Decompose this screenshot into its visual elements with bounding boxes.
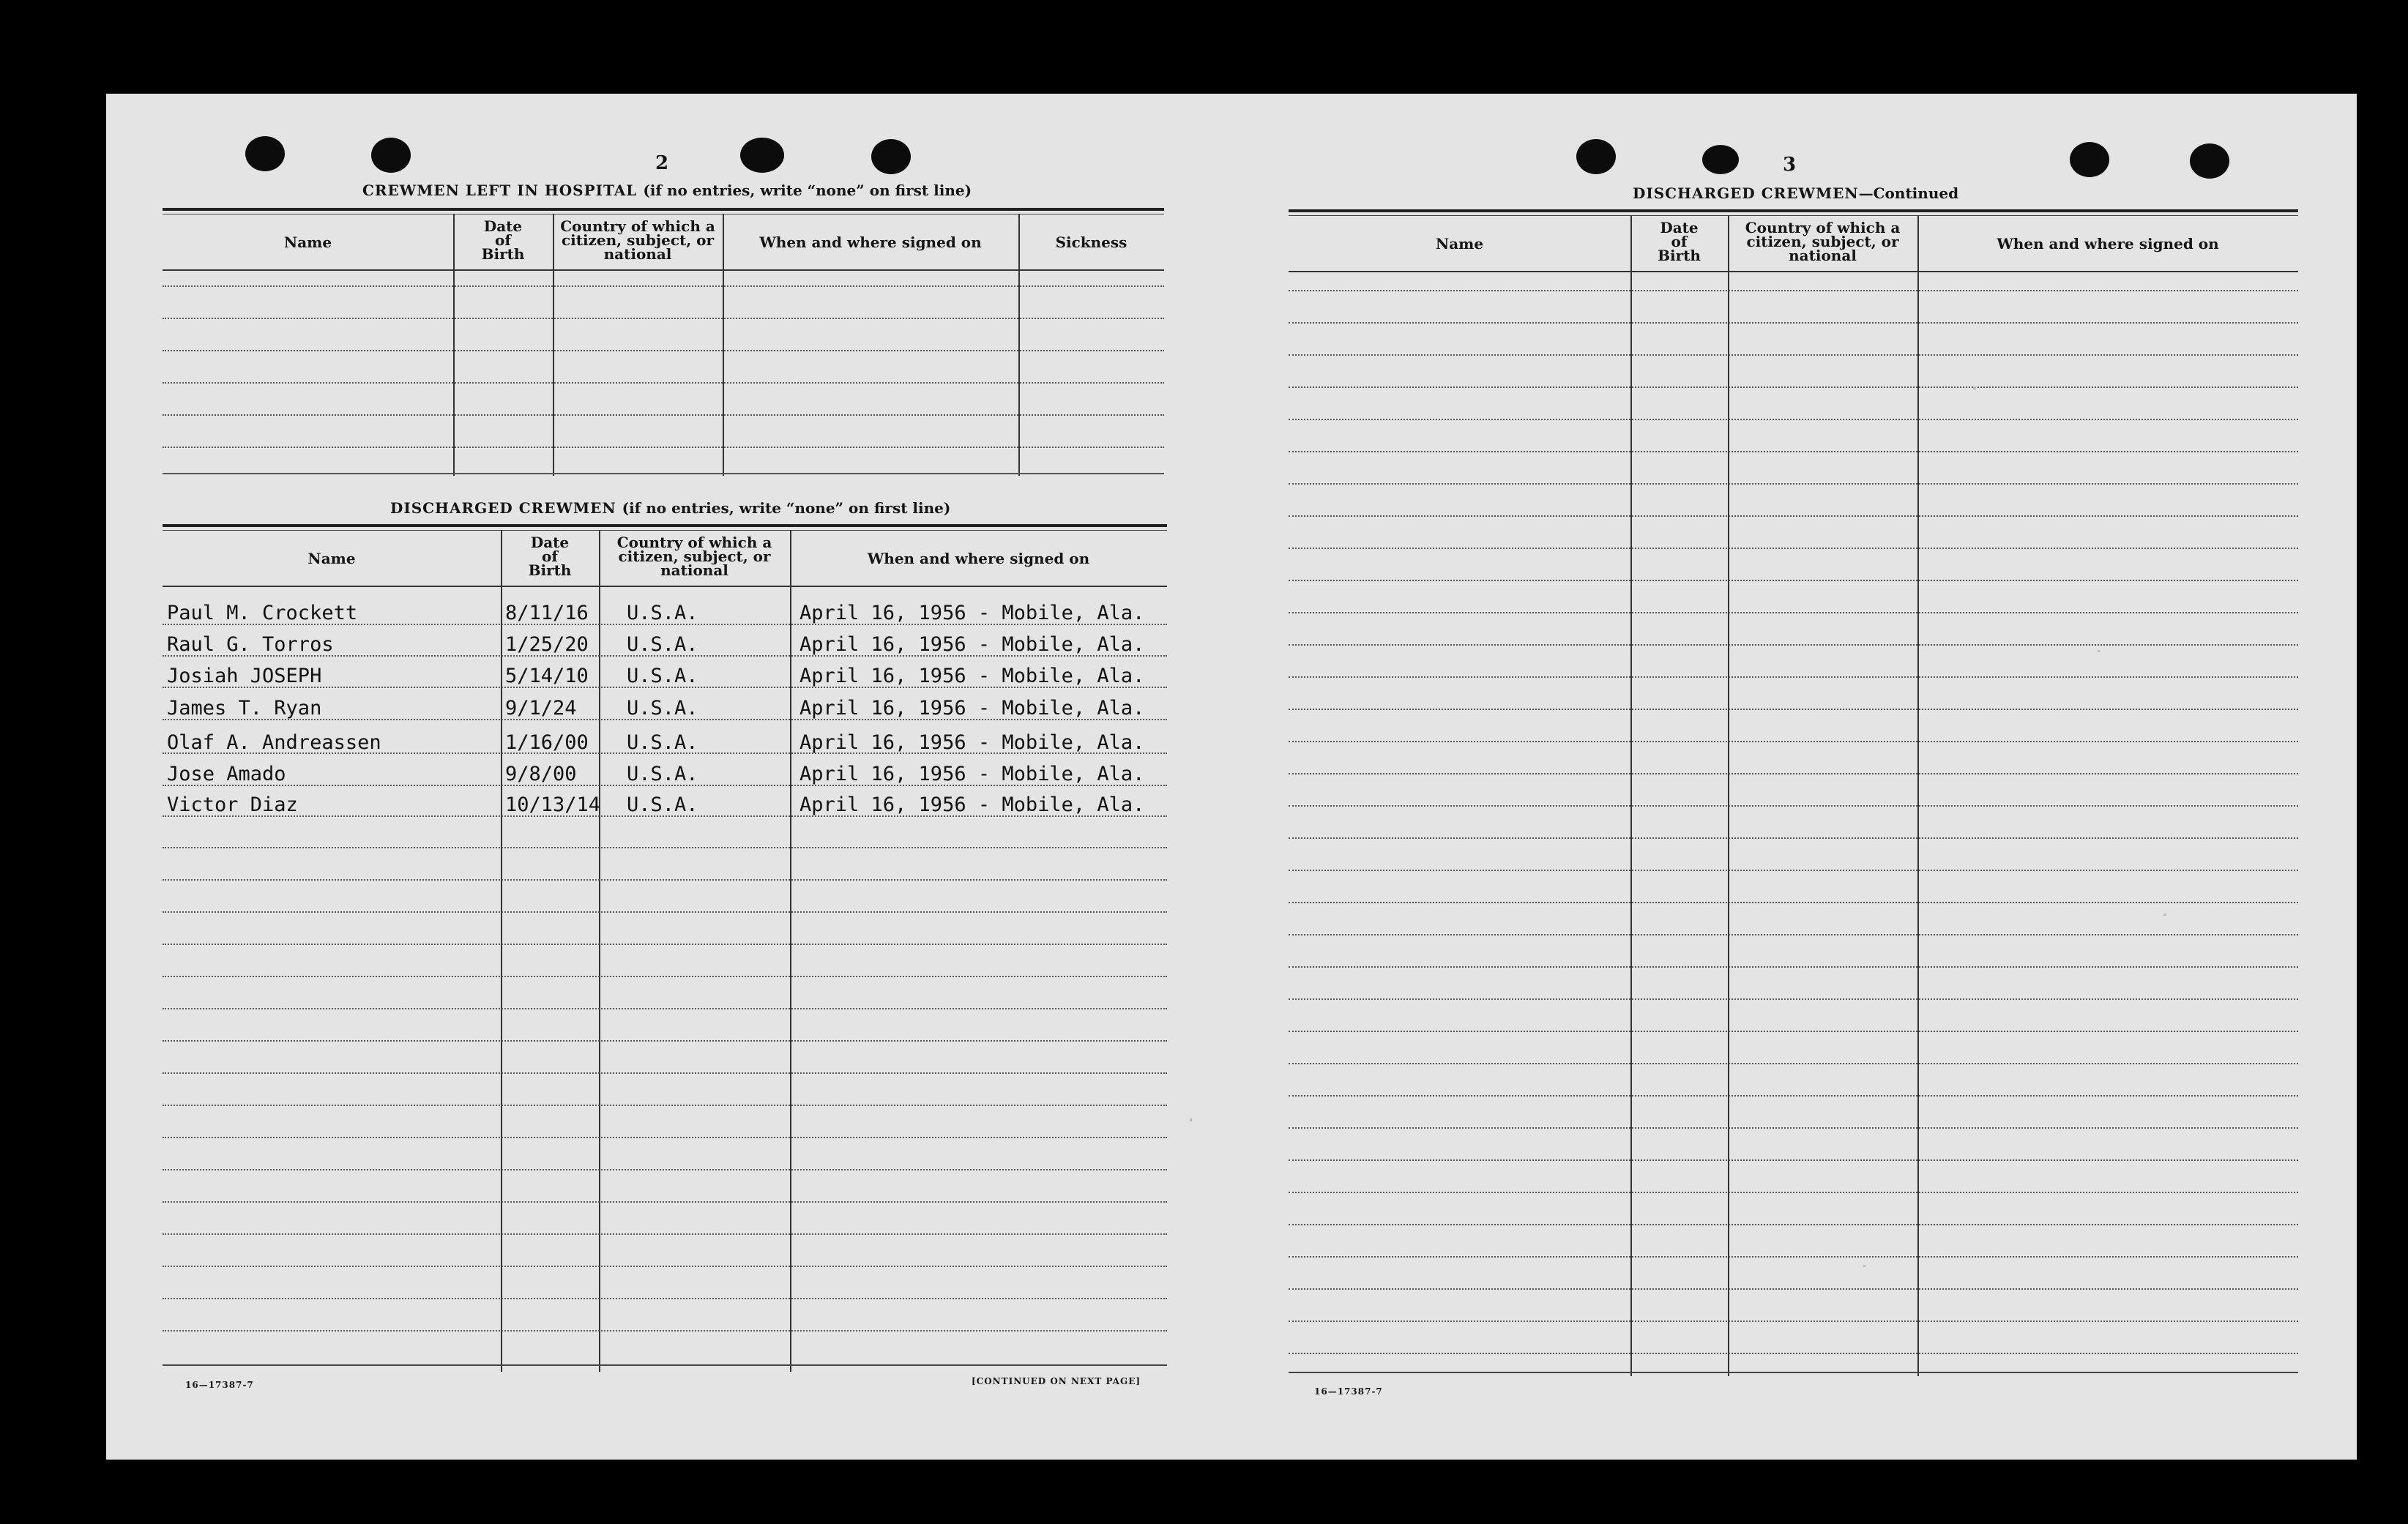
crew-country: U.S.A. <box>627 697 698 720</box>
continued-note: [CONTINUED ON NEXT PAGE] <box>972 1376 1141 1386</box>
punch-hole-2 <box>371 138 411 173</box>
hospital-blank-row <box>163 285 1164 287</box>
hospital-blank-row <box>163 350 1164 351</box>
hospital-blank-row <box>163 382 1164 384</box>
crew-signed: April 16, 1956 - Mobile, Ala. <box>799 633 1145 656</box>
crew-signed: April 16, 1956 - Mobile, Ala. <box>799 665 1145 687</box>
hospital-blank-row <box>163 473 1164 474</box>
right-title-text: DISCHARGED CREWMEN <box>1633 184 1859 202</box>
crew-name: Olaf A. Andreassen <box>167 731 381 754</box>
crew-dob: 9/8/00 <box>505 763 577 785</box>
hospital-header-sickness: Sickness <box>1055 234 1127 251</box>
discharged-section-title <box>390 499 950 517</box>
crew-dob: 1/16/00 <box>505 731 589 754</box>
hospital-blank-row <box>163 318 1164 319</box>
punch-hole-3 <box>740 138 784 173</box>
discharged-continued-table <box>1289 209 2298 1378</box>
manifest-sheet <box>106 94 2357 1460</box>
hospital-section-title <box>362 182 972 199</box>
punch-hole-6 <box>1702 145 1739 174</box>
hospital-header-country: Country of which a citizen, subject, or national <box>560 217 715 263</box>
crew-signed: April 16, 1956 - Mobile, Ala. <box>799 602 1145 624</box>
crew-dob: 8/11/16 <box>505 602 589 624</box>
right-header-signed: When and where signed on <box>1997 235 2219 253</box>
crew-signed: April 16, 1956 - Mobile, Ala. <box>799 793 1145 816</box>
crew-country: U.S.A. <box>627 731 698 754</box>
crew-dob: 1/25/20 <box>505 633 589 656</box>
discharged-title-note: (if no entries, write “none” on first line) <box>622 499 951 517</box>
crew-country: U.S.A. <box>627 602 698 624</box>
crew-name: James T. Ryan <box>167 697 322 720</box>
discharged-header-dob: Date of Birth <box>528 534 572 579</box>
hospital-header-name: Name <box>283 234 332 251</box>
punch-hole-5 <box>1576 139 1616 174</box>
discharged-title-text: DISCHARGED CREWMEN <box>390 499 616 517</box>
right-form-number: 16—17387-7 <box>1314 1386 1383 1397</box>
crew-name: Paul M. Crockett <box>167 602 358 624</box>
left-page-number: 2 <box>655 152 669 174</box>
hospital-header-dob: Date of Birth <box>481 217 525 263</box>
right-header-country: Country of which a citizen, subject, or national <box>1745 219 1901 264</box>
right-header-name: Name <box>1435 235 1484 253</box>
right-page-number: 3 <box>1783 154 1797 176</box>
crew-signed: April 16, 1956 - Mobile, Ala. <box>799 731 1145 754</box>
crew-signed: April 16, 1956 - Mobile, Ala. <box>799 697 1145 720</box>
punch-hole-8 <box>2190 143 2229 179</box>
crew-country: U.S.A. <box>627 793 698 816</box>
left-form-number: 16—17387-7 <box>185 1380 254 1390</box>
crew-name: Victor Diaz <box>167 793 298 816</box>
crew-country: U.S.A. <box>627 665 698 687</box>
crew-signed: April 16, 1956 - Mobile, Ala. <box>799 763 1145 785</box>
right-section-title <box>1633 184 1958 202</box>
crew-dob: 5/14/10 <box>505 665 589 687</box>
hospital-header-signed: When and where signed on <box>759 234 982 251</box>
right-header-dob: Date of Birth <box>1658 219 1701 264</box>
discharged-header-signed: When and where signed on <box>867 550 1090 567</box>
punch-hole-4 <box>871 139 911 174</box>
punch-hole-7 <box>2070 142 2109 177</box>
crew-name: Raul G. Torros <box>167 633 334 656</box>
crew-country: U.S.A. <box>627 763 698 785</box>
punch-hole-1 <box>245 136 285 171</box>
crew-name: Josiah JOSEPH <box>167 665 322 687</box>
hospital-blank-row <box>163 447 1164 448</box>
crew-dob: 10/13/14 <box>505 793 601 816</box>
crew-dob: 9/1/24 <box>505 697 577 720</box>
crew-name: Jose Amado <box>167 763 286 785</box>
hospital-blank-row <box>163 414 1164 416</box>
discharged-header-country: Country of which a citizen, subject, or national <box>616 534 772 579</box>
crew-country: U.S.A. <box>627 633 698 656</box>
right-title-suffix: —Continued <box>1858 184 1959 202</box>
discharged-header-name: Name <box>307 550 356 567</box>
discharged-table <box>163 524 1167 1373</box>
hospital-title-text: CREWMEN LEFT IN HOSPITAL <box>362 182 638 199</box>
hospital-title-note: (if no entries, write “none” on first line) <box>643 182 972 199</box>
